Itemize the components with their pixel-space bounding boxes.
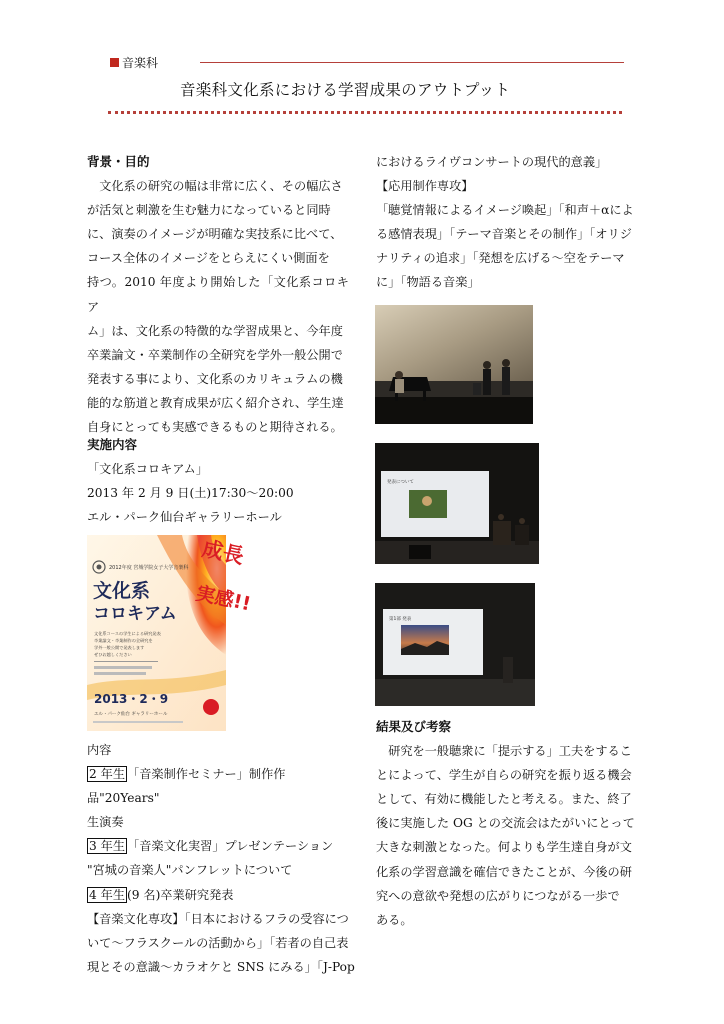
- stage-front: [375, 397, 533, 424]
- results-heading: 結果及び考察: [376, 719, 452, 734]
- concert-photo: [375, 305, 533, 424]
- result-line: 大きな刺激となった。何よりも学生達自身が文: [376, 840, 632, 855]
- grade3-badge: 3 年生: [89, 839, 126, 854]
- production-line: ナリティの追求」「発想を広げる～空をテーマ: [376, 251, 625, 266]
- result-line: とによって、学生が自らの研究を振り返る機会: [376, 768, 632, 783]
- presentation-photo: [375, 443, 539, 564]
- event-poster: [87, 535, 253, 731]
- poster-graphic: [87, 535, 253, 731]
- piano-leg: [423, 391, 426, 401]
- concert-photo-graphic: [375, 305, 533, 424]
- grade3-line: [87, 834, 357, 858]
- culture-line: 現とその意識～カラオケと SNS にみる」「J-Pop: [87, 959, 355, 974]
- poster-info-line: 学外一般公開で発表します: [94, 645, 145, 650]
- pianist-head: [395, 371, 403, 379]
- music-stand: [473, 383, 481, 395]
- left-column-implementation: [87, 433, 349, 529]
- performer-body: [483, 369, 491, 395]
- page-title: 音楽科文化系における学習成果のアウトプット: [180, 81, 511, 99]
- slide-figure: [422, 496, 432, 506]
- implementation-heading: 実施内容: [87, 437, 138, 452]
- bg-line: 発表する事により、文化系のカリキュラムの機: [87, 371, 343, 386]
- poster-text-block: [94, 672, 146, 675]
- dept-text: 音楽科: [122, 56, 159, 70]
- result-line: として、有効に機能したと考える。また、終了: [376, 792, 632, 807]
- slide-photo-graphic: [375, 583, 535, 706]
- bg-line: コース全体のイメージをとらえにくい側面を: [87, 251, 330, 266]
- dotted-divider: [108, 111, 622, 114]
- right-column-results: [376, 715, 638, 932]
- event-date: 2013 年 2 月 9 日(土)17:30～20:00: [87, 486, 294, 501]
- poster-date: 2013・2・9: [94, 692, 169, 706]
- performer-body: [502, 367, 510, 395]
- right-column-top: [376, 150, 638, 295]
- grade2-text: 「音楽制作セミナー」制作作品"20Years": [87, 767, 286, 806]
- left-column-top: [87, 150, 349, 439]
- poster-info-line: 文化系コースの学生による研究発表: [94, 631, 161, 636]
- production-line: る感情表現」「テーマ音楽とその制作」「オリジ: [376, 227, 632, 242]
- result-line: 究への意欲や発想の広がりにつながる一歩で: [376, 888, 620, 903]
- performer-head: [502, 359, 510, 367]
- bg-line: 自身にとっても実感できるものと期待される。: [87, 420, 343, 435]
- slide-title: 第1部 発表: [389, 617, 412, 622]
- grade2-badge: 2 年生: [89, 767, 126, 782]
- bg-line: 能的な筋道と教育成果が広く紹介され、学生達: [87, 395, 344, 410]
- result-line: 研究を一般聴衆に「提示する」工夫をするこ: [388, 744, 632, 759]
- person-head: [519, 518, 525, 524]
- poster-slogan-a: 成長: [199, 536, 247, 569]
- left-column-contents: [87, 738, 357, 979]
- production-line: 「聴覚情報によるイメージ喚起」「和声＋αによ: [376, 203, 634, 218]
- production-line: に」「物語る音楽」: [376, 275, 480, 290]
- event-venue: エル・パーク仙台ギャラリーホール: [87, 510, 282, 525]
- bg-line: 卒業論文・卒業制作の全研究を学外一般公開で: [87, 347, 343, 362]
- dept-square-icon: [110, 58, 119, 67]
- culture-line: 【音楽文化専攻】「日本におけるフラの受容につ: [87, 911, 349, 926]
- grade3-text: 「音楽文化実習」プレゼンテーション: [127, 839, 334, 854]
- poster-slogan-b: 実感!!: [193, 582, 253, 616]
- performer-head: [483, 361, 491, 369]
- poster-badge: [203, 699, 219, 715]
- poster-divider: [94, 661, 158, 662]
- poster-title-b: コロキアム: [93, 604, 177, 624]
- production-heading: 【応用制作専攻】: [376, 179, 474, 194]
- poster-emblem-dot: [97, 565, 102, 570]
- result-line: ある。: [376, 912, 413, 927]
- dept-label: [110, 54, 158, 71]
- hall-floor: [375, 541, 539, 564]
- poster-text-block: [94, 666, 152, 669]
- contents-label: 内容: [87, 743, 112, 757]
- grade4-text: (9 名)卒業研究発表: [127, 887, 234, 902]
- grade2-cont: 生演奏: [87, 815, 124, 830]
- poster-info-line: ぜひお越しください: [94, 652, 132, 657]
- event-name: 「文化系コロキアム」: [87, 462, 209, 477]
- bg-line: が活気と刺激を生む魅力になっていると同時: [87, 203, 331, 218]
- slide-title: 発表について: [387, 480, 414, 485]
- poster-header-text: 2012年度 宮城学院女子大学音楽科: [109, 565, 189, 571]
- continued-line: におけるライヴコンサートの現代的意義」: [376, 155, 608, 169]
- bg-line: に、演奏のイメージが明確な実技系に比べて、: [87, 227, 343, 242]
- background-heading: 背景・目的: [87, 154, 150, 169]
- stand: [503, 657, 513, 683]
- desk: [515, 525, 529, 545]
- hall-floor: [375, 679, 535, 706]
- grade4-line: [87, 883, 357, 907]
- poster-info-line: 卒業論文・卒業制作の全研究を: [94, 638, 153, 643]
- pianist-body: [395, 379, 404, 393]
- culture-line: いて～フラスクールの活動から」「若者の自己表: [87, 935, 349, 950]
- poster-footer-line: [93, 721, 183, 723]
- header-rule: [200, 62, 624, 63]
- speaker-head: [498, 514, 504, 520]
- result-line: 化系の学習意識を確信できたことが、今後の研: [376, 864, 632, 879]
- grade3-cont: "宮城の音楽人"パンフレットについて: [87, 863, 293, 878]
- result-line: 後に実施した OG との交流会はたがいにとって: [376, 816, 635, 831]
- grade4-badge: 4 年生: [89, 887, 126, 902]
- audience-head: [409, 545, 431, 559]
- presentation-photo-graphic: [375, 443, 539, 564]
- bg-line: 文化系の研究の幅は非常に広く、その幅広さ: [99, 179, 343, 194]
- slide-photo: [375, 583, 535, 706]
- lectern: [493, 521, 511, 545]
- poster-venue: エル・パーク仙台 ギャラリーホール: [94, 712, 168, 717]
- grade2-line: [87, 762, 357, 810]
- bg-line: ム」は、文化系の特徴的な学習成果と、今年度: [87, 323, 343, 338]
- poster-title-a: 文化系: [93, 580, 151, 602]
- bg-line: 持つ。2010 年度より開始した「文化系コロキア: [87, 275, 349, 314]
